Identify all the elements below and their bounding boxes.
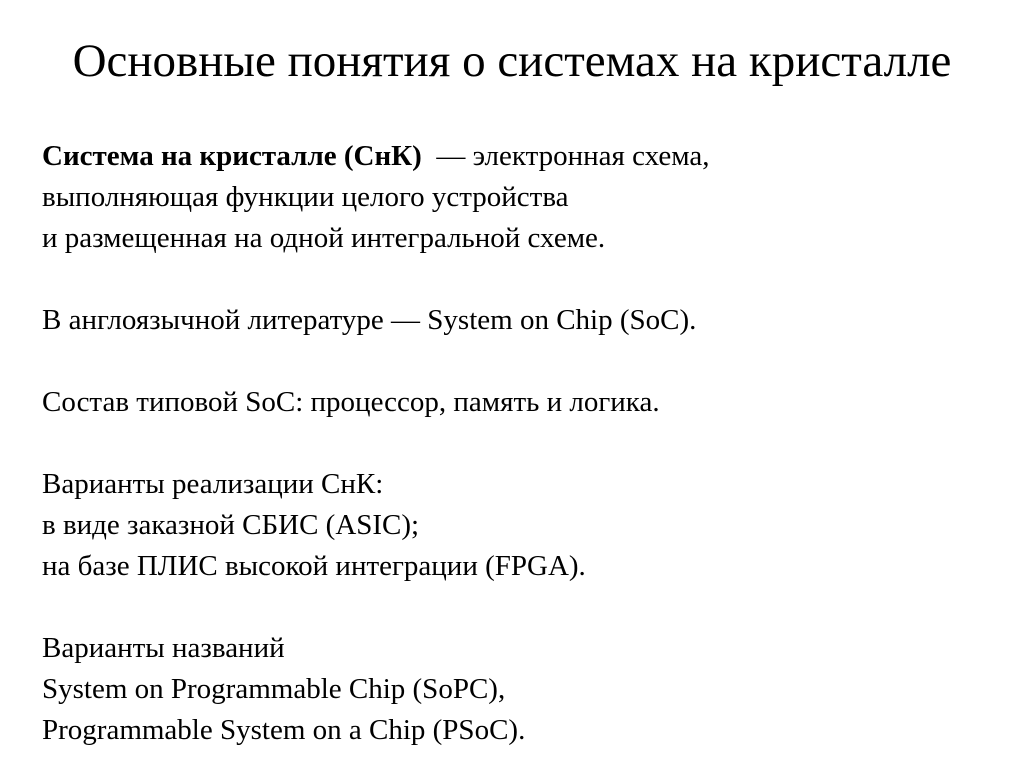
definition-line-3: и размещенная на одной интегральной схеме. bbox=[42, 222, 606, 254]
paragraph-gap bbox=[42, 341, 1002, 382]
definition-line-2: выполняющая функции целого устройства bbox=[42, 181, 569, 213]
paragraph-gap bbox=[42, 587, 1002, 628]
name-item: System on Programmable Chip (SoPC), bbox=[42, 673, 506, 705]
definition-line-1 bbox=[42, 136, 1002, 177]
paragraph-gap bbox=[42, 259, 1002, 300]
names-heading: Варианты названий bbox=[42, 632, 285, 664]
slide-title: Основные понятия о системах на кристалле bbox=[72, 35, 952, 87]
composition-line: Состав типовой SoC: процессор, память и логика. bbox=[42, 386, 660, 418]
definition-rest: — электронная схема, bbox=[421, 140, 710, 172]
name-item: Programmable System on a Chip (PSoC). bbox=[42, 714, 526, 746]
paragraph-gap bbox=[42, 423, 1002, 464]
english-term-line: В англоязычной литературе — System on Chip (SoC). bbox=[42, 304, 697, 336]
variant-item: в виде заказной СБИС (ASIC); bbox=[42, 509, 420, 541]
slide-body bbox=[42, 136, 1002, 751]
variant-item: на базе ПЛИС высокой интеграции (FPGA). bbox=[42, 550, 586, 582]
definition-term: Система на кристалле (СнК) bbox=[42, 140, 422, 172]
variants-heading: Варианты реализации СнК: bbox=[42, 468, 384, 500]
